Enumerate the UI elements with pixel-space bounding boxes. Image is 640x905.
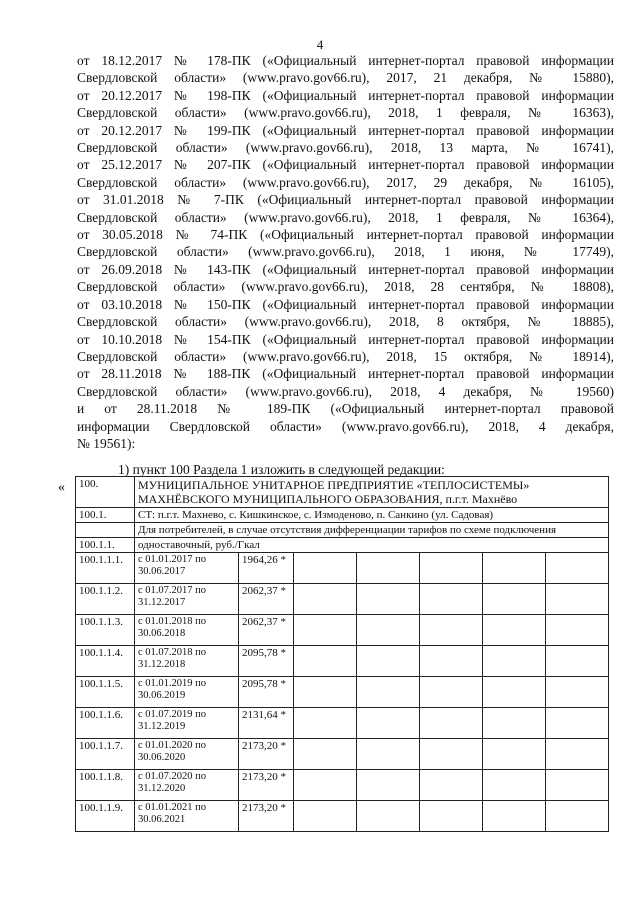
empty-cell (546, 677, 609, 708)
row-code: 100.1.1.5. (76, 677, 135, 708)
empty-cell (483, 615, 546, 646)
empty-cell (546, 553, 609, 584)
empty-cell (483, 739, 546, 770)
system-code: 100.1. (76, 508, 135, 523)
paragraph-line: от 20.12.2017 № 199-ПК («Официальный интернет-портал правовой информации (77, 122, 614, 138)
empty-cell (294, 801, 357, 832)
paragraph-line: Свердловской области» (www.pravo.gov66.ru), 2017, 29 декабря, № 16105), (77, 174, 614, 190)
empty-cell (357, 615, 420, 646)
row-code: 100.1.1.1. (76, 553, 135, 584)
consumers-code (76, 523, 135, 538)
table-row (76, 739, 609, 770)
empty-cell (294, 584, 357, 615)
table-row (76, 584, 609, 615)
row-value: 2173,20 * (239, 801, 294, 832)
row-value: 2095,78 * (239, 646, 294, 677)
org-name: МУНИЦИПАЛЬНОЕ УНИТАРНОЕ ПРЕДПРИЯТИЕ «ТЕПЛОСИСТЕМЫ» МАХНЁВСКОГО МУНИЦИПАЛЬНОГО ОБРАЗОВАНИЯ, п.г.т. Махнёво (135, 477, 609, 508)
empty-cell (357, 677, 420, 708)
table-row (76, 677, 609, 708)
row-period: с 01.01.2017 по 30.06.2017 (135, 553, 239, 584)
paragraph-line: Свердловской области» (www.pravo.gov66.ru), 2018, 1 февраля, № 16363), (77, 105, 614, 121)
amendments-paragraph (77, 52, 614, 452)
empty-cell (483, 770, 546, 801)
table-row (76, 553, 609, 584)
row-value: 1964,26 * (239, 553, 294, 584)
empty-cell (546, 708, 609, 739)
row-period: с 01.07.2017 по 31.12.2017 (135, 584, 239, 615)
empty-cell (546, 770, 609, 801)
table-rate-row (76, 538, 609, 553)
paragraph-line: Свердловской области» (www.pravo.gov66.ru), 2018, 1 февраля, № 16364), (77, 209, 614, 225)
page-number: 4 (316, 37, 324, 52)
paragraph-line: Свердловской области» (www.pravo.gov66.ru), 2018, 4 декабря, № 19560) (77, 383, 614, 399)
table-row (76, 615, 609, 646)
empty-cell (294, 615, 357, 646)
row-value: 2173,20 * (239, 739, 294, 770)
empty-cell (357, 708, 420, 739)
row-code: 100.1.1.6. (76, 708, 135, 739)
row-code: 100.1.1.2. (76, 584, 135, 615)
paragraph-line: и от 28.11.2018 № 189-ПК («Официальный интернет-портал правовой (77, 401, 614, 417)
item-instruction: 1) пункт 100 Раздела 1 изложить в следующей редакции: (118, 462, 445, 477)
table-row (76, 646, 609, 677)
paragraph-line: № 19561): (77, 435, 136, 451)
row-period: с 01.07.2019 по 31.12.2019 (135, 708, 239, 739)
row-period: с 01.01.2021 по 30.06.2021 (135, 801, 239, 832)
row-period: с 01.01.2019 по 30.06.2019 (135, 677, 239, 708)
empty-cell (420, 553, 483, 584)
empty-cell (546, 615, 609, 646)
system-text: СТ: п.г.т. Махнево, с. Кишкинское, с. Измоденово, п. Санкино (ул. Садовая) (135, 508, 609, 523)
paragraph-line: Свердловской области» (www.pravo.gov66.ru), 2018, 8 октября, № 18885), (77, 314, 614, 330)
empty-cell (546, 584, 609, 615)
paragraph-line: от 25.12.2017 № 207-ПК («Официальный интернет-портал правовой информации (77, 157, 614, 173)
row-value: 2131,64 * (239, 708, 294, 739)
empty-cell (483, 646, 546, 677)
empty-cell (546, 801, 609, 832)
empty-cell (546, 646, 609, 677)
empty-cell (294, 770, 357, 801)
row-code: 100.1.1.4. (76, 646, 135, 677)
table-row (76, 801, 609, 832)
opening-quote: « (58, 480, 65, 495)
table-row (76, 708, 609, 739)
empty-cell (420, 801, 483, 832)
paragraph-line: от 20.12.2017 № 198-ПК («Официальный интернет-портал правовой информации (77, 87, 614, 103)
empty-cell (420, 615, 483, 646)
row-value: 2173,20 * (239, 770, 294, 801)
paragraph-line: от 31.01.2018 № 7-ПК («Официальный интернет-портал правовой информации (77, 192, 614, 208)
paragraph-line: Свердловской области» (www.pravo.gov66.ru), 2017, 21 декабря, № 15880), (77, 70, 614, 86)
empty-cell (420, 584, 483, 615)
row-value: 2062,37 * (239, 615, 294, 646)
paragraph-line: Свердловской области» (www.pravo.gov66.ru), 2018, 28 сентября, № 18808), (77, 279, 614, 295)
paragraph-line: Свердловской области» (www.pravo.gov66.ru), 2018, 15 октября, № 18914), (77, 348, 614, 364)
empty-cell (420, 646, 483, 677)
empty-cell (483, 801, 546, 832)
paragraph-line: от 30.05.2018 № 74-ПК («Официальный интернет-портал правовой информации (77, 227, 614, 243)
rate-text: одноставочный, руб./Гкал (135, 538, 609, 553)
empty-cell (357, 646, 420, 677)
empty-cell (420, 770, 483, 801)
paragraph-line: Свердловской области» (www.pravo.gov66.ru), 2018, 13 марта, № 16741), (77, 140, 614, 156)
row-period: с 01.01.2020 по 30.06.2020 (135, 739, 239, 770)
empty-cell (357, 553, 420, 584)
empty-cell (294, 646, 357, 677)
empty-cell (294, 553, 357, 584)
row-period: с 01.07.2020 по 31.12.2020 (135, 770, 239, 801)
consumers-text: Для потребителей, в случае отсутствия дифференциации тарифов по схеме подключения (135, 523, 609, 538)
empty-cell (483, 708, 546, 739)
row-code: 100.1.1.7. (76, 739, 135, 770)
empty-cell (294, 677, 357, 708)
empty-cell (357, 584, 420, 615)
row-value: 2062,37 * (239, 584, 294, 615)
row-code: 100.1.1.3. (76, 615, 135, 646)
row-period: с 01.07.2018 по 31.12.2018 (135, 646, 239, 677)
empty-cell (294, 739, 357, 770)
empty-cell (483, 584, 546, 615)
paragraph-line: от 26.09.2018 № 143-ПК («Официальный интернет-портал правовой информации (77, 261, 614, 277)
paragraph-line: Свердловской области» (www.pravo.gov66.ru), 2018, 1 июня, № 17749), (77, 244, 614, 260)
table-row (76, 770, 609, 801)
paragraph-line: от 28.11.2018 № 188-ПК («Официальный интернет-портал правовой информации (77, 366, 614, 382)
paragraph-line: от 10.10.2018 № 154-ПК («Официальный интернет-портал правовой информации (77, 331, 614, 347)
empty-cell (483, 553, 546, 584)
row-period: с 01.01.2018 по 30.06.2018 (135, 615, 239, 646)
empty-cell (357, 801, 420, 832)
paragraph-line: от 03.10.2018 № 150-ПК («Официальный интернет-портал правовой информации (77, 296, 614, 312)
empty-cell (420, 677, 483, 708)
row-value: 2095,78 * (239, 677, 294, 708)
tariff-table (75, 476, 609, 832)
paragraph-line: от 18.12.2017 № 178-ПК («Официальный интернет-портал правовой информации (77, 53, 614, 68)
empty-cell (546, 739, 609, 770)
empty-cell (294, 708, 357, 739)
empty-cell (357, 739, 420, 770)
empty-cell (420, 708, 483, 739)
row-code: 100.1.1.8. (76, 770, 135, 801)
row-code: 100.1.1.9. (76, 801, 135, 832)
table-system-row (76, 508, 609, 523)
empty-cell (420, 739, 483, 770)
table-consumers-row (76, 523, 609, 538)
rate-code: 100.1.1. (76, 538, 135, 553)
org-code: 100. (76, 477, 135, 508)
empty-cell (483, 677, 546, 708)
empty-cell (357, 770, 420, 801)
table-org-row (76, 477, 609, 508)
paragraph-line: информации Свердловской области» (www.pravo.gov66.ru), 2018, 4 декабря, (77, 418, 614, 434)
